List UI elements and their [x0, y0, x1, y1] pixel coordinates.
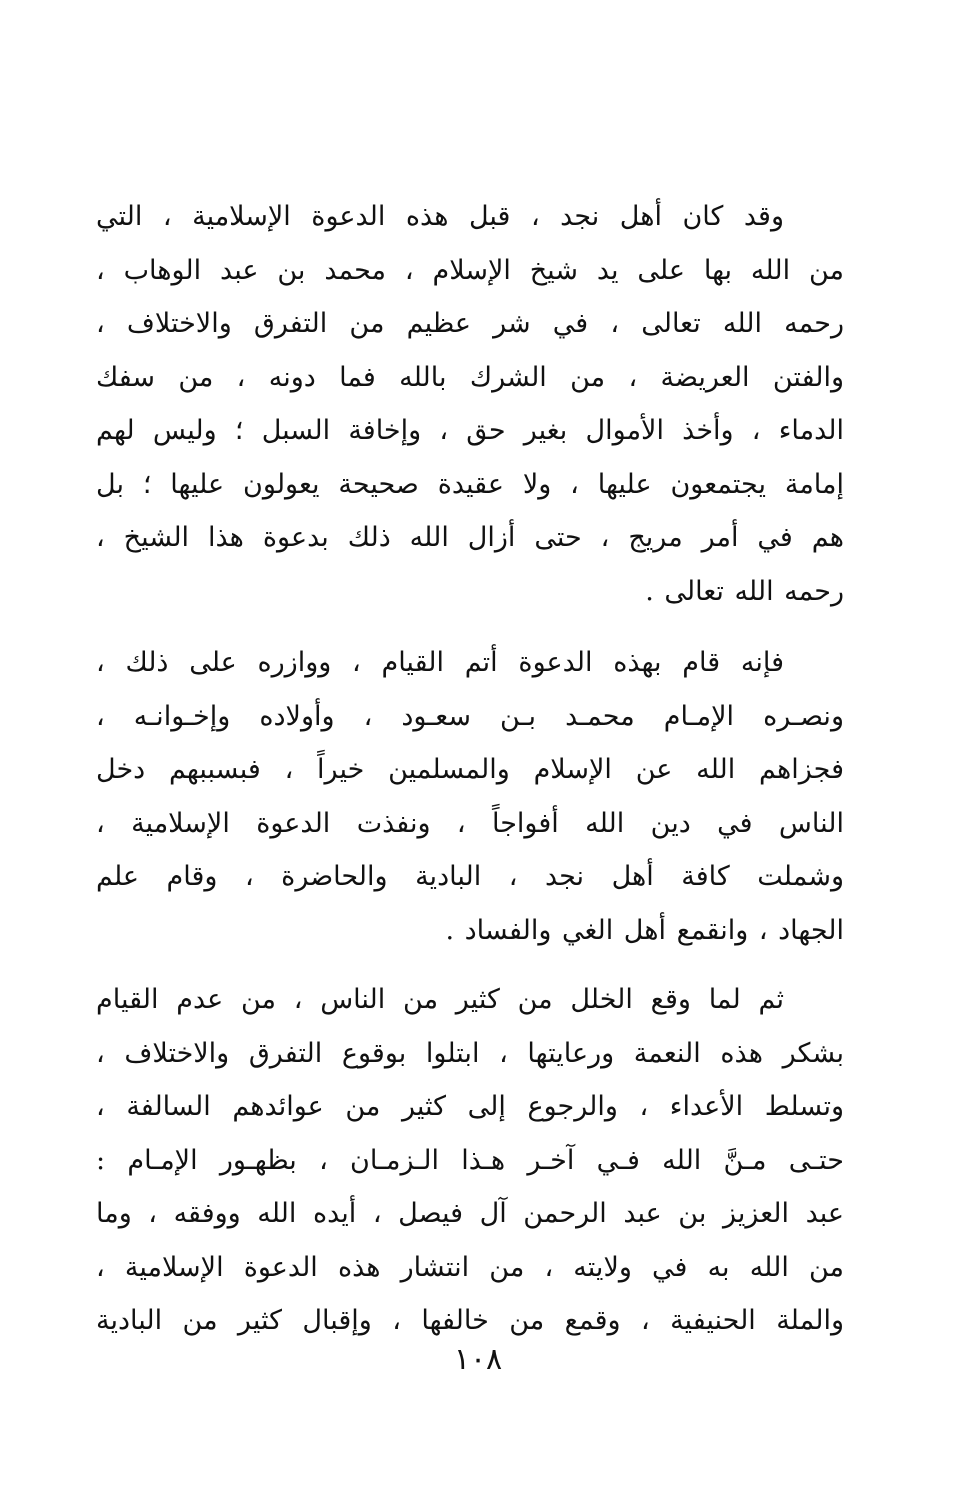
text-line: والملة الحنيفية ، وقمع من خالفها ، وإقبال كثير من البادية: [96, 1305, 844, 1336]
text-line: فجزاهم الله عن الإسلام والمسلمين خيراً ، فبسببهم دخل: [96, 754, 844, 785]
text-line: رحمه الله تعالى ، في شر عظيم من التفرق والاختلاف ،: [96, 308, 844, 339]
text-line: إمامة يجتمعون عليها ، ولا عقيدة صحيحة يعولون عليها ؛ بل: [96, 468, 844, 500]
paragraph-3: [96, 973, 844, 1348]
text-line: الدماء ، وأخذ الأموال بغير حق ، وإخافة السبل ؛ وليس لهم: [96, 415, 844, 446]
text-line: ثم لما وقع الخلل من كثير من الناس ، من عدم القيام: [96, 984, 784, 1015]
body-text: [96, 190, 844, 1348]
text-line: من الله به في ولايته ، من انتشار هذه الدعوة الإسلامية ،: [96, 1251, 844, 1283]
text-line: هم في أمر مريج ، حتى أزال الله ذلك بدعوة هذا الشيخ ،: [96, 522, 844, 553]
text-line: بشكر هذه النعمة ورعايتها ، ابتلوا بوقوع التفرق والاختلاف ،: [96, 1037, 844, 1069]
text-line: وقد كان أهل نجد ، قبل هذه الدعوة الإسلامية ، التي: [96, 201, 784, 232]
text-line: من الله بها على يد شيخ الإسلام ، محمد بن عبد الوهاب ،: [96, 254, 844, 286]
page-number: ١٠٨: [453, 1342, 503, 1377]
text-line: فإنه قام بهذه الدعوة أتم القيام ، ووازره على ذلك ،: [96, 647, 784, 678]
text-line: وتسلط الأعداء ، والرجوع إلى كثير من عوائدهم السالفة ،: [96, 1091, 844, 1122]
text-line: الناس في دين الله أفواجاً ، ونفذت الدعوة الإسلامية ،: [96, 807, 844, 839]
paragraph-1: [96, 190, 844, 618]
text-line: وشملت كافة أهل نجد ، البادية والحاضرة ، وقام علم: [96, 861, 844, 892]
text-line: والفتن العريضة ، من الشرك بالله فما دونه ، من سفك: [96, 361, 844, 393]
text-line: حتـى مـنَّ الله فـي آخـر هـذا الـزمـان ، بظهـور الإمـام :: [96, 1144, 844, 1176]
text-line: عبد العزيز بن عبد الرحمن آل فيصل ، أيده الله ووفقه ، وما: [96, 1198, 844, 1229]
text-line: رحمه الله تعالى .: [645, 575, 844, 607]
text-line: ونصـره الإمـام محمـد بـن سعـود ، وأولاده وإخـوانـه ،: [96, 700, 844, 732]
text-line: الجهاد ، وانقمع أهل الغي والفساد .: [445, 914, 844, 946]
paragraph-2: [96, 636, 844, 957]
